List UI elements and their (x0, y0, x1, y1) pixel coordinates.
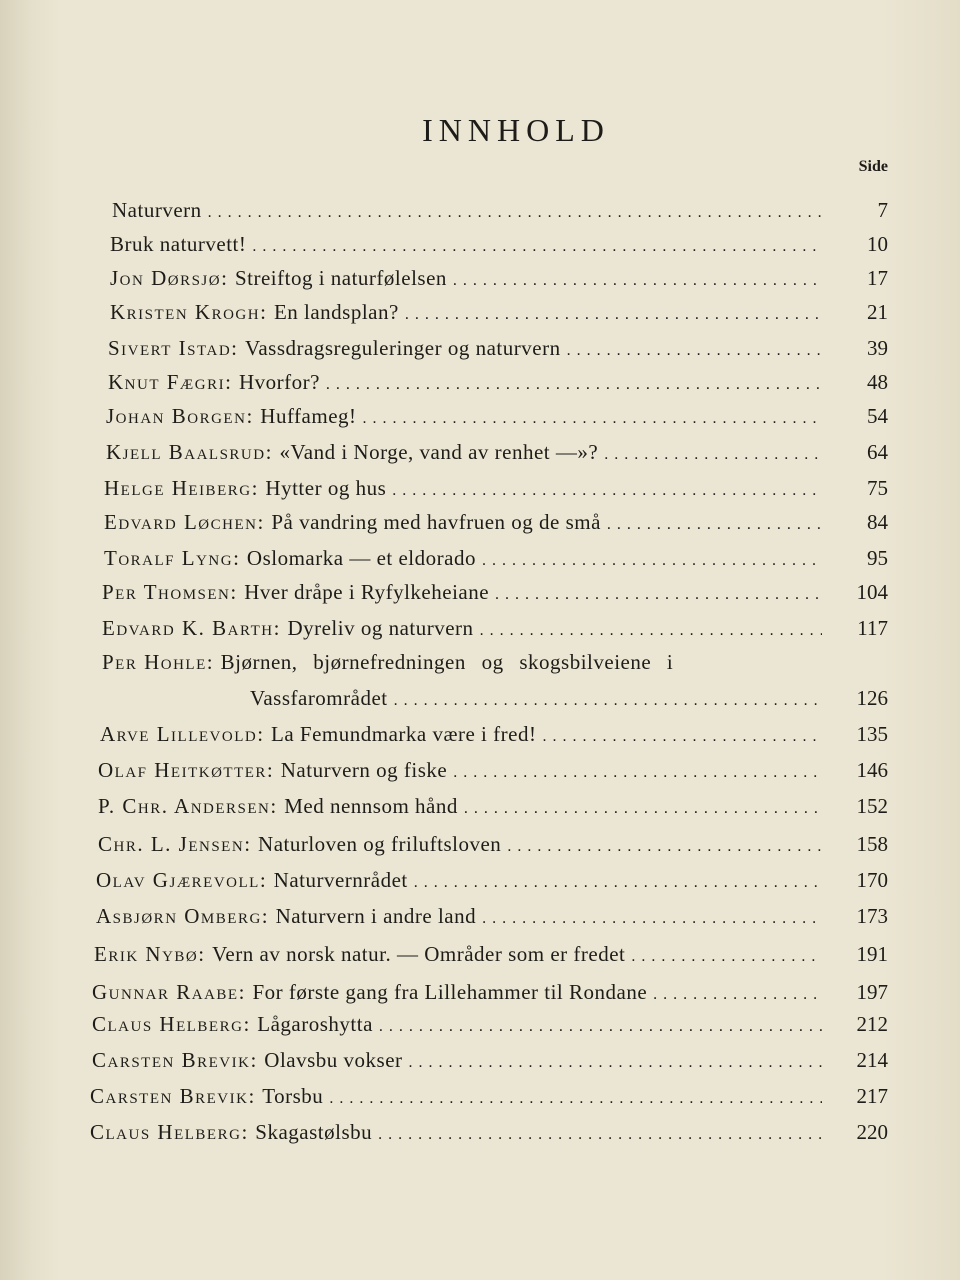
toc-page-number: 191 (856, 942, 888, 966)
toc-page-number: 217 (856, 1084, 888, 1108)
toc-page-number: 64 (867, 440, 888, 464)
toc-entry-text (102, 650, 888, 675)
toc-dot-leader (567, 336, 822, 361)
toc-page-number: 10 (867, 232, 888, 256)
toc-entry-text (110, 232, 828, 257)
toc-title: Naturvernrådet (273, 868, 408, 892)
toc-title: «Vand i Norge, vand av renhet —»? (279, 440, 599, 464)
toc-entry-text (92, 1012, 828, 1037)
toc-entry-text (92, 1048, 828, 1073)
toc-page-number: 214 (856, 1048, 888, 1072)
toc-dot-leader (542, 722, 822, 747)
toc-page-number: 126 (856, 686, 888, 710)
toc-title: Bjørnen, bjørnefredningen og skogsbilveiene i (220, 650, 674, 674)
toc-entry-text (112, 198, 828, 223)
toc-title: Hvorfor? (238, 370, 320, 394)
toc-entry (104, 546, 888, 580)
toc-author: Sivert Istad (108, 336, 232, 360)
toc-dot-leader (453, 758, 822, 783)
toc-entry-text (106, 404, 828, 429)
toc-entry-text (102, 580, 828, 605)
toc-page-number: 84 (867, 510, 888, 534)
toc-entry (92, 1048, 888, 1082)
toc-title: Lågaroshytta (257, 1012, 373, 1036)
toc-title: Hytter og hus (265, 476, 387, 500)
toc-author: Kjell Baalsrud (106, 440, 266, 464)
toc-author: Gunnar Raabe (92, 980, 239, 1004)
toc-entry (102, 580, 888, 614)
toc-author: Per Hohle (102, 650, 207, 674)
toc-entry-text (92, 980, 828, 1005)
toc-colon: : (266, 758, 273, 782)
toc-dot-leader (379, 1012, 822, 1037)
toc-entry-text (106, 440, 828, 465)
toc-entry-text (98, 794, 828, 819)
toc-colon: : (273, 616, 280, 640)
toc-entry-text (108, 370, 828, 395)
toc-entry-text (104, 510, 828, 535)
toc-page-number: 173 (856, 904, 888, 928)
toc-entry-text (90, 1120, 828, 1145)
toc-title: Streiftog i naturfølelsen (234, 266, 447, 290)
toc-title: Med nennsom hånd (284, 794, 458, 818)
toc-author: Olaf Heitkøtter (98, 758, 267, 782)
toc-entry-text (100, 722, 828, 747)
toc-title: For første gang fra Lillehammer til Rondane (252, 980, 648, 1004)
toc-colon: : (257, 510, 264, 534)
toc-page-number: 54 (867, 404, 888, 428)
toc-dot-leader (252, 232, 822, 257)
toc-entry-text (96, 868, 828, 893)
toc-dot-leader (326, 370, 822, 395)
toc-dot-leader (392, 476, 822, 501)
toc-author: Claus Helberg (90, 1120, 242, 1144)
toc-dot-leader (464, 794, 822, 819)
toc-title: På vandring med havfruen og de små (271, 510, 601, 534)
toc-author: Chr. L. Jensen (98, 832, 245, 856)
toc-author: Helge Heiberg (104, 476, 252, 500)
toc-colon: : (241, 1120, 248, 1144)
toc-entry (90, 1084, 888, 1118)
toc-title: Naturvern og fiske (280, 758, 448, 782)
toc-entry (98, 794, 888, 828)
toc-entry (96, 904, 888, 938)
toc-colon: : (265, 440, 272, 464)
toc-author: Kristen Krogh (110, 300, 261, 324)
toc-dot-leader (394, 686, 822, 711)
toc-title: En landsplan? (273, 300, 399, 324)
toc-dot-leader (607, 510, 822, 535)
toc-colon: : (251, 476, 258, 500)
toc-entry (112, 198, 888, 232)
toc-colon: : (250, 1048, 257, 1072)
toc-author: Carsten Brevik (90, 1084, 249, 1108)
toc-entry (94, 942, 888, 976)
toc-dot-leader (653, 980, 822, 1005)
toc-entry (108, 370, 888, 404)
toc-page-number: 135 (856, 722, 888, 746)
toc-colon: : (248, 1084, 255, 1108)
toc-page-number: 212 (856, 1012, 888, 1036)
toc-title: Naturloven og friluftsloven (258, 832, 502, 856)
toc-entry (92, 980, 888, 1014)
toc-page-number: 7 (877, 198, 888, 222)
toc-entry (106, 404, 888, 438)
toc-colon: : (221, 266, 227, 290)
toc-entry-text (108, 336, 828, 361)
toc-colon: : (198, 942, 205, 966)
toc-entry (100, 722, 888, 756)
page-column-label: Side (858, 158, 888, 175)
toc-entry-text (90, 1084, 828, 1109)
toc-page-number: 117 (857, 616, 888, 640)
toc-colon: : (259, 868, 266, 892)
toc-author: Carsten Brevik (92, 1048, 251, 1072)
toc-author: P. Chr. Andersen (98, 794, 271, 818)
toc-page-number: 152 (856, 794, 888, 818)
toc-page-number: 39 (867, 336, 888, 360)
toc-colon: : (231, 336, 237, 360)
toc-title: Oslomarka — et eldorado (246, 546, 476, 570)
toc-entry (104, 476, 888, 510)
toc-entry (110, 300, 888, 334)
toc-entry-text (110, 300, 828, 325)
toc-title: Dyreliv og naturvern (287, 616, 474, 640)
toc-dot-leader (409, 1048, 822, 1073)
toc-colon: : (238, 980, 245, 1004)
toc-title: Torsbu (262, 1084, 324, 1108)
toc-page-number: 95 (867, 546, 888, 570)
toc-entry (102, 650, 888, 684)
toc-colon: : (270, 794, 277, 818)
toc-colon: : (225, 370, 231, 394)
toc-entry-continuation (250, 686, 888, 720)
toc-entry-text (98, 832, 828, 857)
toc-title-continuation: Vassfarområdet (250, 686, 388, 710)
toc-colon: : (206, 650, 213, 674)
toc-entry (108, 336, 888, 370)
toc-title: Vassdragsreguleringer og naturvern (245, 336, 561, 360)
toc-dot-leader (604, 440, 822, 465)
toc-entry-text (96, 904, 828, 929)
toc-entry (90, 1120, 888, 1154)
toc-title: Olavsbu vokser (264, 1048, 403, 1072)
toc-dot-leader (453, 266, 822, 291)
toc-author: Olav Gjærevoll (96, 868, 260, 892)
toc-title: Naturvern i andre land (275, 904, 477, 928)
toc-entry (102, 616, 888, 650)
toc-dot-leader (507, 832, 822, 857)
toc-author: Asbjørn Omberg (96, 904, 262, 928)
toc-page-number: 21 (867, 300, 888, 324)
toc-entry-text (98, 758, 828, 783)
toc-dot-leader (329, 1084, 822, 1109)
toc-author: Johan Borgen (106, 404, 247, 428)
toc-colon: : (244, 832, 251, 856)
toc-author: Erik Nybø (94, 942, 199, 966)
toc-entry-text (104, 546, 828, 571)
toc-title: Vern av norsk natur. — Områder som er fredet (212, 942, 626, 966)
toc-page-number: 48 (867, 370, 888, 394)
toc-dot-leader (631, 942, 822, 967)
toc-author: Jon Dørsjø (110, 266, 222, 290)
toc-author: Arve Lillevold (100, 722, 258, 746)
toc-colon: : (261, 904, 268, 928)
toc-entry-text (104, 476, 828, 501)
toc-page-number: 75 (867, 476, 888, 500)
toc-title: Naturvern (112, 198, 202, 222)
page-title: INNHOLD (422, 112, 610, 148)
toc-dot-leader (482, 546, 822, 571)
toc-entry (96, 868, 888, 902)
toc-author: Edvard Løchen (104, 510, 258, 534)
toc-author: Toralf Lyng (104, 546, 234, 570)
toc-entry (98, 832, 888, 866)
toc-title: Skagastølsbu (255, 1120, 373, 1144)
toc-colon: : (257, 722, 264, 746)
toc-dot-leader (414, 868, 822, 893)
toc-entry (98, 758, 888, 792)
toc-colon: : (260, 300, 266, 324)
toc-dot-leader (378, 1120, 822, 1145)
toc-page-number: 146 (856, 758, 888, 782)
toc-colon: : (230, 580, 237, 604)
toc-entry (92, 1012, 888, 1046)
toc-dot-leader (208, 198, 822, 223)
toc-author: Knut Fægri (108, 370, 226, 394)
toc-title: Hver dråpe i Ryfylkeheiane (244, 580, 490, 604)
toc-entry-text (94, 942, 828, 967)
toc-page-number: 158 (856, 832, 888, 856)
toc-page-number: 170 (856, 868, 888, 892)
toc-title: Huffameg! (260, 404, 357, 428)
toc-page-number: 104 (856, 580, 888, 604)
toc-page-number: 17 (867, 266, 888, 290)
toc-colon: : (243, 1012, 250, 1036)
toc-author: Edvard K. Barth (102, 616, 274, 640)
toc-dot-leader (482, 904, 822, 929)
toc-colon: : (233, 546, 239, 570)
toc-author: Per Thomsen (102, 580, 231, 604)
toc-dot-leader (363, 404, 822, 429)
toc-dot-leader (405, 300, 822, 325)
toc-entry (104, 510, 888, 544)
toc-title: La Femundmarka være i fred! (271, 722, 537, 746)
toc-entry (110, 266, 888, 300)
toc-author: Claus Helberg (92, 1012, 244, 1036)
toc-entry (106, 440, 888, 474)
toc-entry-text (110, 266, 828, 291)
toc-entry-text (250, 686, 828, 711)
toc-dot-leader (495, 580, 822, 605)
toc-entry (110, 232, 888, 266)
toc-colon: : (246, 404, 253, 428)
toc-title: Bruk naturvett! (110, 232, 247, 256)
toc-entry-text (102, 616, 828, 641)
toc-dot-leader (480, 616, 822, 641)
toc-page-number: 197 (856, 980, 888, 1004)
toc-page-number: 220 (856, 1120, 888, 1144)
